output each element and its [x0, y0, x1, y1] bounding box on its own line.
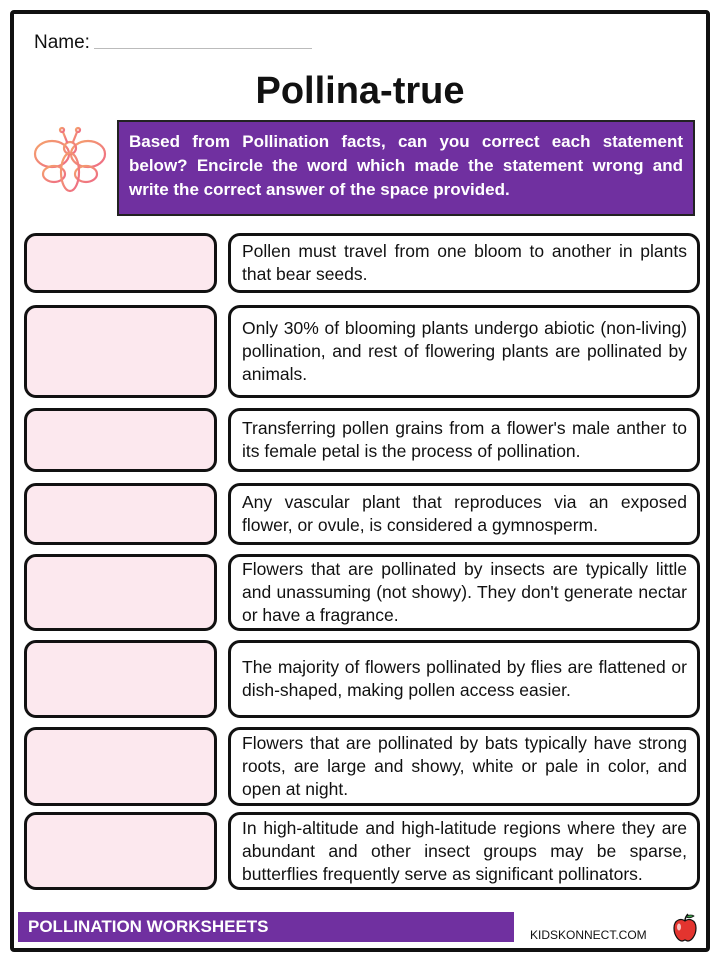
answer-box[interactable] — [24, 640, 217, 718]
answer-box[interactable] — [24, 812, 217, 890]
statement-row — [24, 554, 700, 631]
statement-row — [24, 483, 700, 545]
statement-row — [24, 640, 700, 718]
statement-box — [228, 812, 700, 890]
statement-text: Any vascular plant that reproduces via an exposed flower, or ovule, is considered a gymnosperm. — [242, 492, 687, 535]
statement-text: Transferring pollen grains from a flower's male anther to its female petal is the process of pollination. — [242, 418, 687, 461]
statement-box — [228, 408, 700, 472]
name-label: Name: — [34, 32, 90, 53]
statement-text: Flowers that are pollinated by insects are typically little and unassuming (not showy). They don't generate nectar or have a fragrance. — [242, 559, 687, 625]
answer-box[interactable] — [24, 727, 217, 806]
answer-box[interactable] — [24, 408, 217, 472]
statement-text: The majority of flowers pollinated by flies are flattened or dish-shaped, making pollen access easier. — [242, 657, 687, 700]
statement-row — [24, 408, 700, 472]
statement-box — [228, 305, 700, 398]
statement-row — [24, 727, 700, 806]
footer-series-label: POLLINATION WORKSHEETS — [18, 912, 514, 942]
statement-box — [228, 554, 700, 631]
answer-box[interactable] — [24, 305, 217, 398]
statement-text: Flowers that are pollinated by bats typically have strong roots, are large and showy, white or pale in color, and open at night. — [242, 733, 687, 799]
statement-text: In high-altitude and high-latitude regions where they are abundant and other insect groups may be sparse, butterflies frequently serve as significant pollinators. — [242, 817, 687, 884]
statement-text: Pollen must travel from one bloom to another in plants that bear seeds. — [242, 241, 687, 284]
statement-box — [228, 640, 700, 718]
apple-icon — [670, 912, 700, 944]
bee-icon — [30, 124, 110, 204]
answer-box[interactable] — [24, 483, 217, 545]
statement-row — [24, 233, 700, 293]
instructions-box: Based from Pollination facts, can you correct each statement below? Encircle the word which made the statement wrong and write the correct answer of the space provided. — [117, 120, 695, 216]
worksheet-frame — [10, 10, 710, 952]
statement-row — [24, 305, 700, 398]
page-title: Pollina-true — [255, 70, 465, 112]
answer-box[interactable] — [24, 233, 217, 293]
name-input-line[interactable] — [94, 48, 312, 49]
statement-text: Only 30% of blooming plants undergo abiotic (non-living) pollination, and rest of flowering plants are pollinated by animals. — [242, 318, 687, 384]
statement-row — [24, 812, 700, 890]
footer-site-link[interactable]: KIDSKONNECT.COM — [530, 928, 647, 942]
statement-box — [228, 727, 700, 806]
statement-box — [228, 233, 700, 293]
statement-box — [228, 483, 700, 545]
answer-box[interactable] — [24, 554, 217, 631]
